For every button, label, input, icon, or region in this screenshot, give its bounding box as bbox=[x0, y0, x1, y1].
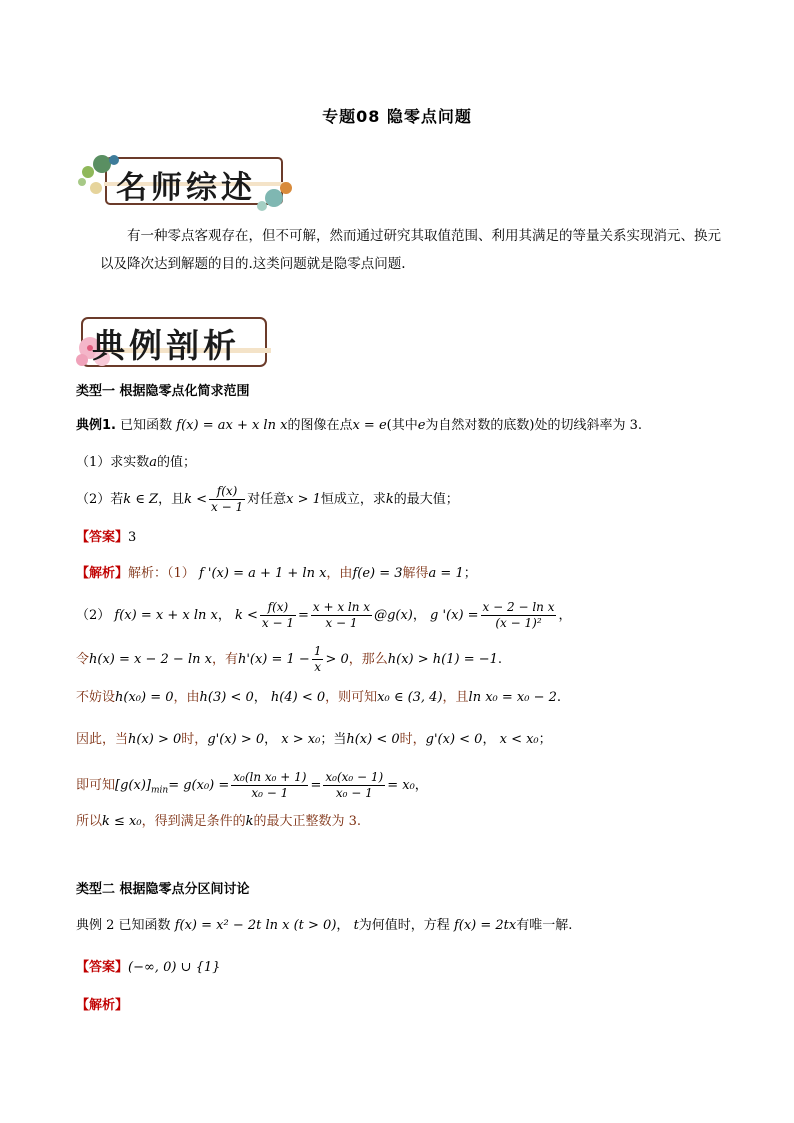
solution1-line7: 所以k ≤ x₀，得到满足条件的k的最大正整数为 3. bbox=[76, 814, 362, 829]
solution2: 【解析】 bbox=[76, 998, 129, 1013]
solution1-line5: 因此，当h(x) > 0时，g'(x) > 0， x > x₀；当h(x) < 0时，g'(x) < 0， x < x₀； bbox=[76, 732, 552, 747]
type2-heading: 类型二 根据隐零点分区间讨论 bbox=[76, 882, 250, 897]
solution1-line6: 即可知$[g(x)]_{min}= g(x_0)$ = $\frac{\text{x₀(ln x₀ + 1)}}{\text{x₀ − 1}}$ = $\frac{\text{x₀(x₀ − 1)}}{\text{x₀ − 1}}$ = x₀， bbox=[76, 770, 428, 800]
banner-title: 典例剖析 bbox=[92, 326, 240, 365]
example1-question2: （2）若k ∈ Z，且k < $\frac{f(x)}{x - 1}$ 对任意x > 1恒成立，求k的最大值； bbox=[76, 484, 459, 514]
example2-statement: 典例 2 已知函数 f(x) = x² − 2t ln x (t > 0)， t为何值时，方程 f(x) = 2tx有唯一解. bbox=[76, 918, 573, 933]
section-banner-teacher-summary bbox=[74, 152, 294, 214]
fraction: $\frac{\text{x₀(ln x₀ + 1)}}{\text{x₀ − 1}}$ bbox=[233, 770, 307, 800]
fraction: $\frac{\text{x − 2 − ln x}}{\text{(x − 1)²}}$ bbox=[482, 600, 555, 630]
fraction: $\frac{1}{x}$ bbox=[313, 644, 322, 674]
solution1-line2: （2） f(x) = x + x ln x， k < $\frac{f(x)}{x - 1}$ = $\frac{\text{x + x ln x}}{x - 1}$ @g(x)， g '(x) = $\frac{\text{x − 2 − ln x}}{\text{(x − 1)²}}$ ， bbox=[76, 600, 572, 630]
example1-question1: （1）求实数a的值； bbox=[76, 455, 197, 470]
banner-title: 名师综述 bbox=[116, 170, 256, 206]
type1-heading: 类型一 根据隐零点化简求范围 bbox=[76, 384, 250, 399]
fraction: $\frac{\text{x + x ln x}}{x - 1}$ bbox=[312, 600, 371, 630]
fraction: $\frac{f(x)}{x - 1}$ bbox=[261, 600, 294, 630]
solution1-line1: 【解析】解析：（1） f '(x) = a + 1 + ln x，由f(e) = 3解得a = 1； bbox=[76, 566, 477, 581]
section-banner-examples bbox=[72, 314, 292, 376]
answer1: 【答案】3 bbox=[76, 530, 137, 545]
solution1-line3: 令h(x) = x − 2 − ln x，有h'(x) = 1 − $\frac{1}{x}$ > 0，那么h(x) > h(1) = −1. bbox=[76, 644, 503, 674]
fraction: $\frac{f(x)}{x - 1}$ bbox=[211, 484, 244, 514]
page-title: 专题08 隐零点问题 bbox=[322, 107, 472, 126]
answer2: 【答案】(−∞, 0) ∪ {1} bbox=[76, 960, 221, 975]
example1-statement: 典例1. 已知函数 f(x) = ax + x ln x的图像在点x = e(其中e为自然对数的底数)处的切线斜率为 3. bbox=[76, 418, 643, 433]
fraction: $\frac{\text{x₀(x₀ − 1)}}{\text{x₀ − 1}}$ bbox=[325, 770, 384, 800]
solution1-line4: 不妨设h(x₀) = 0，由h(3) < 0， h(4) < 0，则可知x₀ ∈ (3, 4)，且ln x₀ = x₀ − 2. bbox=[76, 690, 562, 705]
intro-paragraph: 有一种零点客观存在，但不可解，然而通过研究其取值范围、利用其满足的等量关系实现消元、换元以及降次达到解题的目的.这类问题就是隐零点问题. bbox=[100, 228, 721, 272]
